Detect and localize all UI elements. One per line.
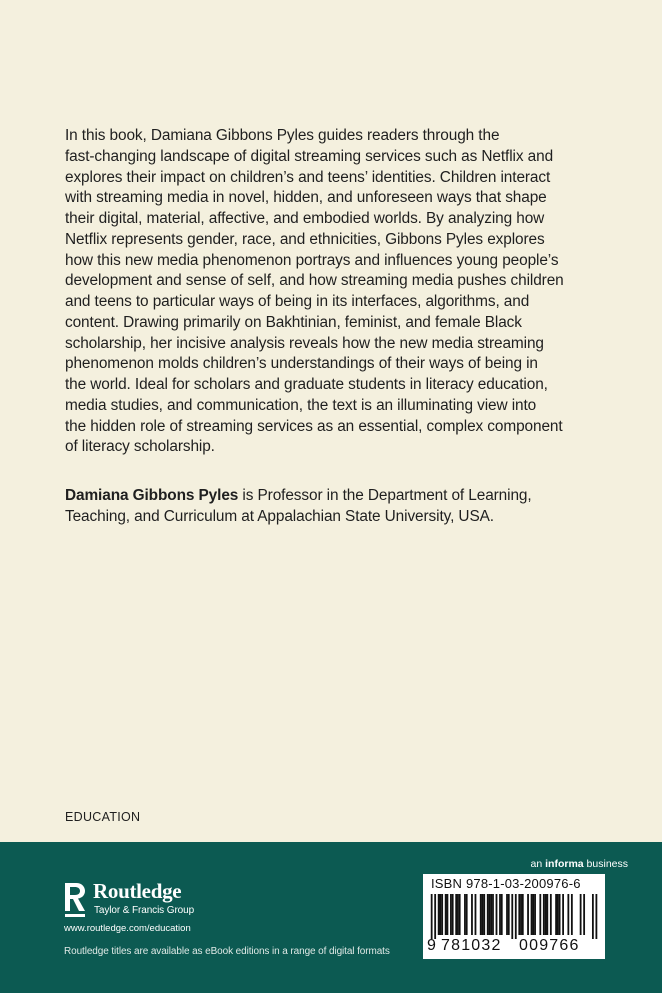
barcode-bar (508, 894, 510, 935)
barcode-lead-digit: 9 (427, 937, 438, 954)
publisher-group: Taylor & Francis Group (94, 905, 195, 916)
barcode-bar (492, 894, 494, 935)
author-name: Damiana Gibbons Pyles (65, 487, 239, 504)
informa-brand: informa (545, 858, 584, 870)
barcode-bar (452, 894, 454, 935)
barcode-bar (531, 894, 533, 935)
blurb-line: content. Drawing primarily on Bakhtinian, feminist, and female Black (65, 313, 522, 331)
barcode-bar (580, 894, 582, 935)
barcode-bar (518, 894, 520, 935)
barcode-bar (557, 894, 559, 935)
publisher-footer (0, 842, 662, 993)
barcode-bar (440, 894, 442, 935)
blurb-line: their digital, material, affective, and embodied worlds. By analyzing how (65, 210, 545, 227)
barcode-bar (499, 894, 501, 935)
barcode-bar (455, 894, 457, 935)
bio-line (65, 486, 605, 507)
barcode-bar (480, 894, 482, 935)
barcode-bar (527, 894, 529, 935)
barcode-bar (550, 894, 552, 935)
blurb-line: and teens to particular ways of being in its interfaces, algorithms, and (65, 293, 530, 310)
blurb-line: In this book, Damiana Gibbons Pyles guides readers through the (65, 127, 500, 144)
blurb-line: phenomenon molds children’s understandings of their ways of being in (65, 355, 538, 373)
barcode-bar (520, 894, 522, 935)
informa-suffix: business (583, 858, 628, 870)
barcode-bar (595, 894, 597, 939)
barcode-bar (532, 894, 534, 935)
barcode-bar (466, 894, 468, 935)
barcode-bar (496, 894, 498, 935)
isbn-barcode (423, 874, 605, 959)
barcode-bar (487, 894, 489, 935)
barcode-bar (555, 894, 557, 935)
barcode-bar (482, 894, 484, 935)
barcode-bar (471, 894, 473, 935)
blurb-line: the hidden role of streaming services as an essential, complex component (65, 417, 563, 435)
routledge-r-icon (63, 881, 87, 919)
barcode-bar (506, 894, 508, 935)
barcode-bar (567, 894, 569, 935)
bio-text: is Professor in the Department of Learning, (238, 487, 532, 504)
author-bio (65, 486, 605, 528)
barcode-bar (545, 894, 547, 935)
book-blurb (65, 126, 605, 458)
barcode-bar (441, 894, 443, 935)
barcode-bar (515, 894, 517, 939)
barcode-bar (489, 894, 491, 935)
barcode-bar (475, 894, 477, 935)
blurb-line: development and sense of self, and how streaming media pushes children (65, 272, 564, 290)
informa-prefix: an (530, 858, 546, 870)
blurb-line: explores their impact on children’s and teens’ identities. Children interact (65, 168, 551, 186)
barcode-bar (445, 894, 447, 935)
barcode-bar (562, 894, 564, 935)
barcode-digits (427, 937, 603, 955)
barcode-bar (539, 894, 541, 935)
barcode-bar (559, 894, 561, 935)
informa-tagline (531, 858, 628, 870)
blurb-line: how this new media phenomenon portrays and influences young people’s (65, 251, 559, 269)
barcode-bar (431, 894, 433, 939)
isbn-number: ISBN 978-1-03-200976-6 (431, 876, 581, 891)
barcode-bar (543, 894, 545, 935)
barcode-bar (511, 894, 513, 939)
barcode-bar (450, 894, 452, 935)
blurb-line: media studies, and communication, the text is an illuminating view into (65, 396, 537, 414)
barcode-bar (447, 894, 449, 935)
blurb-line: the world. Ideal for scholars and graduate students in literacy education, (65, 376, 548, 393)
barcode-right-group: 009766 (519, 937, 580, 954)
barcode-bar (459, 894, 461, 935)
barcode-bar (583, 894, 585, 935)
barcode-bar (592, 894, 594, 939)
barcode-bars (429, 894, 599, 939)
barcode-bar (434, 894, 436, 939)
publisher-url: www.routledge.com/education (64, 923, 191, 934)
blurb-line: scholarship, her incisive analysis reveals how the new media streaming (65, 334, 544, 352)
barcode-bar (571, 894, 573, 935)
publisher-name: Routledge (93, 879, 182, 903)
barcode-bar (464, 894, 466, 935)
blurb-line: with streaming media in novel, hidden, and unforeseen ways that shape (65, 189, 547, 207)
barcode-bar (522, 894, 524, 935)
blurb-line: of literacy scholarship. (65, 438, 215, 456)
barcode-left-group: 781032 (441, 937, 502, 954)
blurb-line: fast-changing landscape of digital streaming services such as Netflix and (65, 147, 554, 165)
barcode-bar (501, 894, 503, 935)
subject-category: EDUCATION (65, 810, 141, 824)
blurb-line: Netflix represents gender, race, and ethnicities, Gibbons Pyles explores (65, 230, 545, 248)
barcode-bar (483, 894, 485, 935)
barcode-bar (438, 894, 440, 935)
ebook-note: Routledge titles are available as eBook editions in a range of digital formats (64, 946, 390, 957)
barcode-bar (546, 894, 548, 935)
barcode-bar (457, 894, 459, 935)
bio-line: Teaching, and Curriculum at Appalachian State University, USA. (65, 507, 494, 525)
barcode-bar (490, 894, 492, 935)
barcode-bar (534, 894, 536, 935)
